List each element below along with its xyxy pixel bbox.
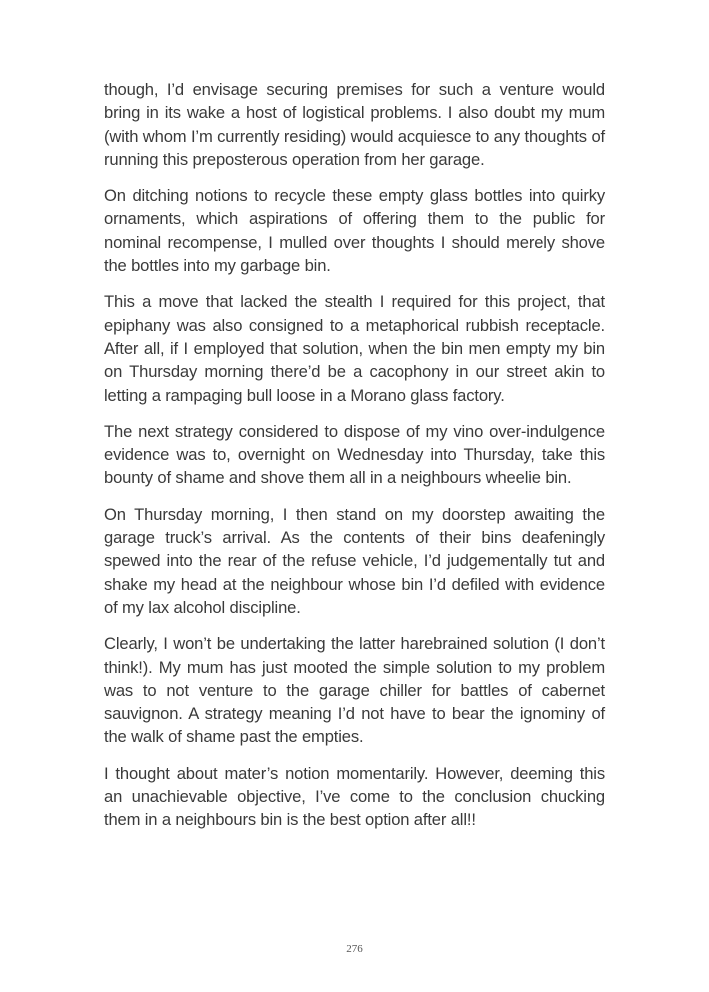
paragraph-5: On Thursday morning, I then stand on my doorstep awaiting the garage truck’s arrival. As the contents of their bins deafeningly spewed into the rear of the refuse vehicle, I’d judgementally tut and shake my head at the neighbour whose bin I’d defiled with evidence of my lax alcohol discipline. (104, 504, 605, 617)
paragraph-6: Clearly, I won’t be undertaking the latter harebrained solution (I don’t think!). My mum has just mooted the simple solution to my problem was to not venture to the garage chiller for battles of cabernet sauvignon. A strategy meaning I’d not have to bear the ignominy of the walk of shame past the empties. (104, 634, 605, 747)
paragraph-7: I thought about mater’s notion momentarily. However, deeming this an unachievable objective, I’ve come to the conclusion chucking them in a neighbours bin is the best option after all!! (104, 763, 605, 830)
document-page-body (104, 78, 605, 845)
page-number: 276 (346, 943, 363, 955)
paragraph-1: though, I’d envisage securing premises for such a venture would bring in its wake a host of logistical problems. I also doubt my mum (with whom I’m currently residing) would acquiesce to any thoughts of running this preposterous operation from her garage. (104, 80, 605, 169)
paragraph-3: This a move that lacked the stealth I required for this project, that epiphany was also consigned to a metaphorical rubbish receptacle. After all, if I employed that solution, when the bin men empty my bin on Thursday morning there’d be a cacophony in our street akin to letting a rampaging bull loose in a Morano glass factory. (104, 292, 605, 405)
paragraph-2: On ditching notions to recycle these empty glass bottles into quirky ornaments, which aspirations of offering them to the public for nominal recompense, I mulled over thoughts I should merely shove the bottles into my garbage bin. (104, 186, 605, 276)
paragraph-4: The next strategy considered to dispose of my vino over-indulgence evidence was to, overnight on Wednesday into Thursday, take this bounty of shame and shove them all in a neighbours wheelie bin. (104, 421, 605, 488)
